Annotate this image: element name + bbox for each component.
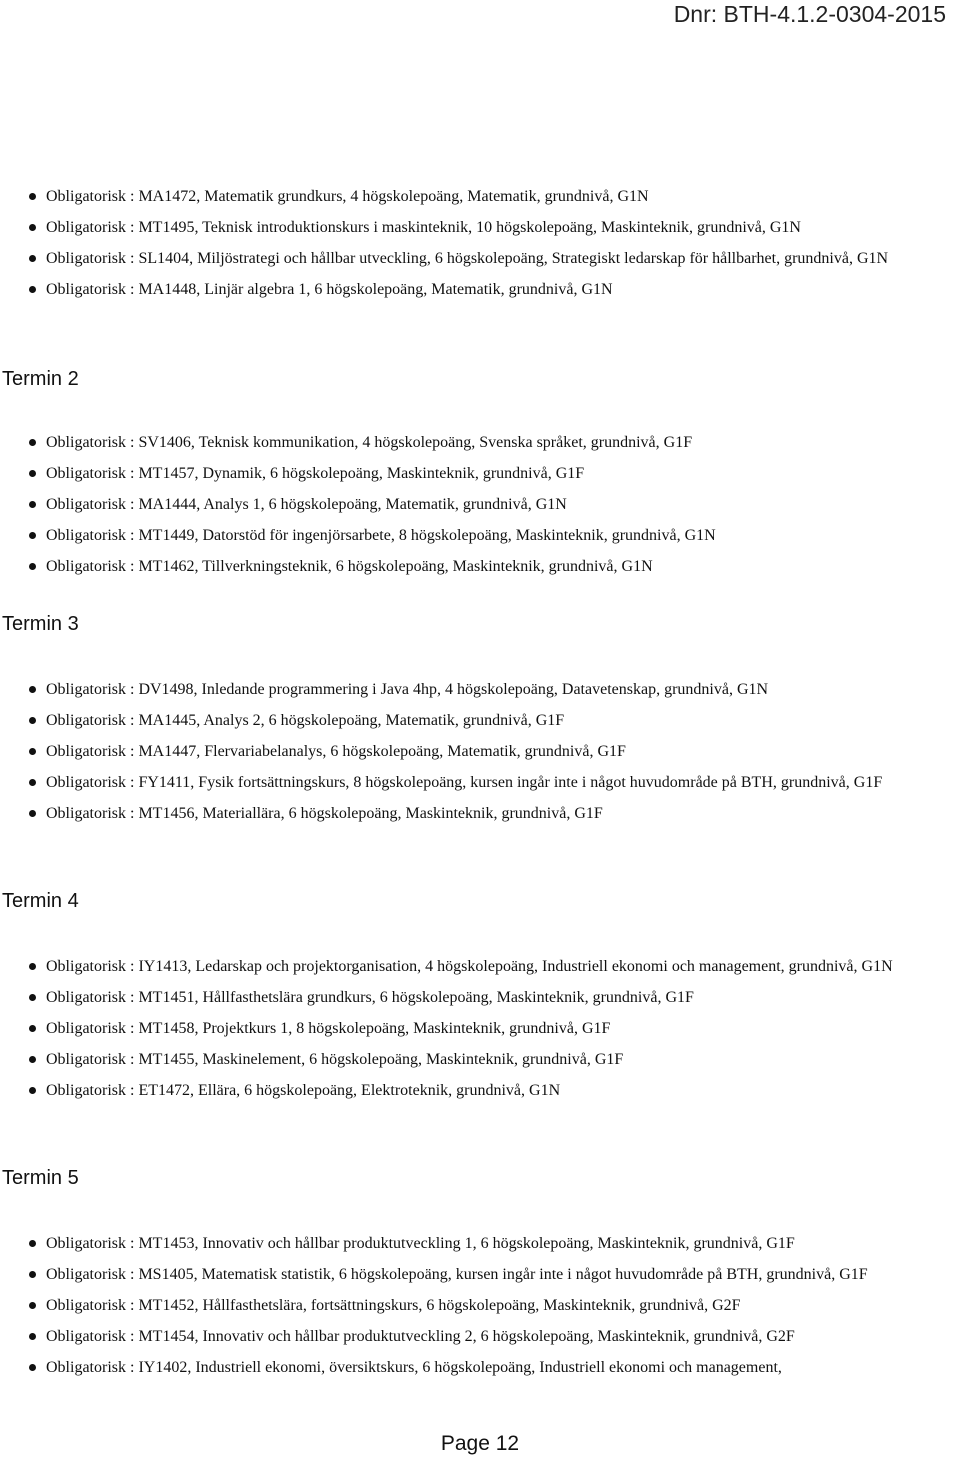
course-text: Obligatorisk : IY1413, Ledarskap och projektorganisation, 4 högskolepoäng, Industriell ekonomi och management, grundnivå, G1N <box>46 958 893 975</box>
list-item <box>0 551 960 582</box>
list-item <box>0 489 960 520</box>
bullet-icon <box>29 779 36 786</box>
bullet-icon <box>29 501 36 508</box>
list-item <box>0 427 960 458</box>
course-text: Obligatorisk : MA1448, Linjär algebra 1, 6 högskolepoäng, Matematik, grundnivå, G1N <box>46 281 613 298</box>
bullet-icon <box>29 193 36 200</box>
document-reference-number: Dnr: BTH-4.1.2-0304-2015 <box>673 1 946 27</box>
course-text: Obligatorisk : MT1453, Innovativ och hållbar produktutveckling 1, 6 högskolepoäng, Maskinteknik, grundnivå, G1F <box>46 1235 795 1252</box>
list-item <box>0 212 960 243</box>
section-heading-termin-4: Termin 4 <box>2 890 79 912</box>
list-item <box>0 1013 960 1044</box>
list-item <box>0 798 960 829</box>
course-text: Obligatorisk : MT1455, Maskinelement, 6 högskolepoäng, Maskinteknik, grundnivå, G1F <box>46 1051 624 1068</box>
course-list-termin-1 <box>0 181 960 305</box>
list-item <box>0 736 960 767</box>
bullet-icon <box>29 1056 36 1063</box>
course-list-termin-4 <box>0 951 960 1106</box>
page-number: Page 12 <box>440 1432 520 1455</box>
bullet-icon <box>29 810 36 817</box>
list-item <box>0 520 960 551</box>
course-text: Obligatorisk : MT1458, Projektkurs 1, 8 högskolepoäng, Maskinteknik, grundnivå, G1F <box>46 1020 611 1037</box>
bullet-icon <box>29 748 36 755</box>
course-text: Obligatorisk : ET1472, Ellära, 6 högskolepoäng, Elektroteknik, grundnivå, G1N <box>46 1082 561 1099</box>
list-item <box>0 1290 960 1321</box>
course-text: Obligatorisk : MT1452, Hållfasthetslära, fortsättningskurs, 6 högskolepoäng, Maskinteknik, grundnivå, G2F <box>46 1297 741 1314</box>
list-item <box>0 1075 960 1106</box>
list-item <box>0 243 960 274</box>
section-heading-termin-3: Termin 3 <box>2 613 79 635</box>
course-list-termin-5 <box>0 1228 960 1383</box>
course-text: Obligatorisk : MT1462, Tillverkningsteknik, 6 högskolepoäng, Maskinteknik, grundnivå, G1N <box>46 558 653 575</box>
list-item <box>0 1352 960 1383</box>
bullet-icon <box>29 686 36 693</box>
list-item <box>0 1321 960 1352</box>
bullet-icon <box>29 286 36 293</box>
bullet-icon <box>29 255 36 262</box>
bullet-icon <box>29 963 36 970</box>
course-text: Obligatorisk : MS1405, Matematisk statistik, 6 högskolepoäng, kursen ingår inte i något huvudområde på BTH, grundnivå, G1F <box>46 1266 868 1283</box>
course-text: Obligatorisk : MA1472, Matematik grundkurs, 4 högskolepoäng, Matematik, grundnivå, G1N <box>46 188 649 205</box>
course-text: Obligatorisk : MT1457, Dynamik, 6 högskolepoäng, Maskinteknik, grundnivå, G1F <box>46 465 585 482</box>
list-item <box>0 181 960 212</box>
course-text: Obligatorisk : MT1454, Innovativ och hållbar produktutveckling 2, 6 högskolepoäng, Maskinteknik, grundnivå, G2F <box>46 1328 795 1345</box>
bullet-icon <box>29 1302 36 1309</box>
course-list-termin-2 <box>0 427 960 582</box>
course-list-termin-3 <box>0 674 960 829</box>
course-text: Obligatorisk : SV1406, Teknisk kommunikation, 4 högskolepoäng, Svenska språket, grundnivå, G1F <box>46 434 693 451</box>
list-item <box>0 674 960 705</box>
course-text: Obligatorisk : MT1449, Datorstöd för ingenjörsarbete, 8 högskolepoäng, Maskinteknik, grundnivå, G1N <box>46 527 716 544</box>
course-text: Obligatorisk : DV1498, Inledande programmering i Java 4hp, 4 högskolepoäng, Datavetenskap, grundnivå, G1N <box>46 681 769 698</box>
bullet-icon <box>29 1025 36 1032</box>
bullet-icon <box>29 439 36 446</box>
bullet-icon <box>29 1364 36 1371</box>
list-item <box>0 1044 960 1075</box>
bullet-icon <box>29 1087 36 1094</box>
list-item <box>0 767 960 798</box>
bullet-icon <box>29 563 36 570</box>
course-text: Obligatorisk : FY1411, Fysik fortsättningskurs, 8 högskolepoäng, kursen ingår inte i något huvudområde på BTH, grundnivå, G1F <box>46 774 883 791</box>
course-text: Obligatorisk : MA1445, Analys 2, 6 högskolepoäng, Matematik, grundnivå, G1F <box>46 712 565 729</box>
section-heading-termin-2: Termin 2 <box>2 368 79 390</box>
course-text: Obligatorisk : SL1404, Miljöstrategi och hållbar utveckling, 6 högskolepoäng, Strategiskt ledarskap för hållbarhet, grundnivå, G1N <box>46 250 889 267</box>
list-item <box>0 458 960 489</box>
course-text: Obligatorisk : MT1495, Teknisk introduktionskurs i maskinteknik, 10 högskolepoäng, Maskinteknik, grundnivå, G1N <box>46 219 801 236</box>
course-text: Obligatorisk : MA1447, Flervariabelanalys, 6 högskolepoäng, Matematik, grundnivå, G1F <box>46 743 626 760</box>
list-item <box>0 705 960 736</box>
bullet-icon <box>29 994 36 1001</box>
course-text: Obligatorisk : MT1456, Materiallära, 6 högskolepoäng, Maskinteknik, grundnivå, G1F <box>46 805 603 822</box>
list-item <box>0 1259 960 1290</box>
bullet-icon <box>29 532 36 539</box>
bullet-icon <box>29 470 36 477</box>
bullet-icon <box>29 224 36 231</box>
bullet-icon <box>29 1240 36 1247</box>
list-item <box>0 982 960 1013</box>
bullet-icon <box>29 1333 36 1340</box>
list-item <box>0 274 960 305</box>
course-text: Obligatorisk : MT1451, Hållfasthetslära grundkurs, 6 högskolepoäng, Maskinteknik, grundnivå, G1F <box>46 989 694 1006</box>
bullet-icon <box>29 1271 36 1278</box>
list-item <box>0 1228 960 1259</box>
list-item <box>0 951 960 982</box>
course-text: Obligatorisk : MA1444, Analys 1, 6 högskolepoäng, Matematik, grundnivå, G1N <box>46 496 567 513</box>
section-heading-termin-5: Termin 5 <box>2 1167 79 1189</box>
course-text: Obligatorisk : IY1402, Industriell ekonomi, översiktskurs, 6 högskolepoäng, Industriell ekonomi och management, <box>46 1359 782 1376</box>
bullet-icon <box>29 717 36 724</box>
